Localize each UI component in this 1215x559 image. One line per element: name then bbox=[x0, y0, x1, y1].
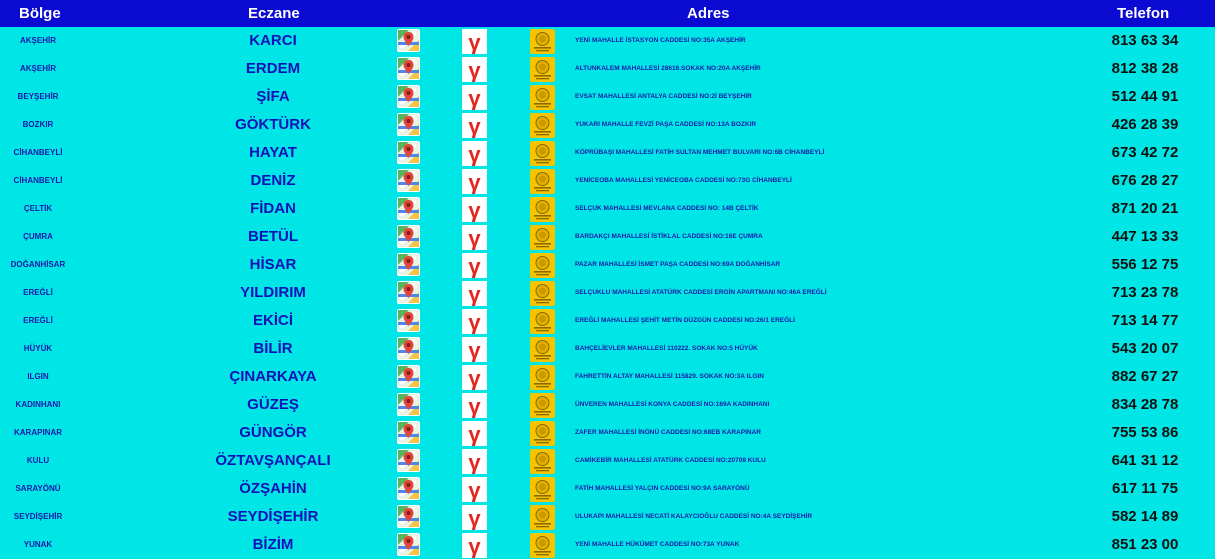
address-cell: SELÇUK MAHALLESİ MEVLANA CADDESİ NO: 14B ÇELTİK bbox=[575, 205, 759, 212]
region-cell: CİHANBEYLİ bbox=[13, 176, 63, 185]
table-row bbox=[0, 83, 1215, 111]
yandex-navigation-icon[interactable] bbox=[462, 309, 485, 332]
pharmacy-name: SEYDİŞEHİR bbox=[227, 508, 319, 525]
header-pharmacy: Eczane bbox=[248, 5, 300, 22]
address-cell: PAZAR MAHALLESİ İSMET PAŞA CADDESİ NO:69A DOĞANHİSAR bbox=[575, 261, 781, 268]
region-cell: KADINHANI bbox=[15, 400, 61, 409]
table-row bbox=[0, 419, 1215, 447]
phone-cell[interactable]: 512 44 91 bbox=[1111, 88, 1179, 105]
svg-text:γ: γ bbox=[468, 478, 481, 502]
pharmacy-name: GÖKTÜRK bbox=[235, 116, 311, 133]
phone-cell[interactable]: 641 31 12 bbox=[1111, 452, 1179, 469]
phone-cell[interactable]: 813 63 34 bbox=[1111, 32, 1179, 49]
google-maps-icon[interactable] bbox=[397, 29, 420, 52]
table-row bbox=[0, 531, 1215, 559]
phone-cell[interactable]: 676 28 27 bbox=[1111, 172, 1179, 189]
region-cell: ÇELTİK bbox=[23, 204, 53, 213]
yandex-navigation-icon[interactable] bbox=[462, 197, 485, 220]
yandex-navigation-icon[interactable] bbox=[462, 477, 485, 500]
pharmacy-name: ÖZTAVŞANÇALI bbox=[215, 452, 331, 469]
table-row bbox=[0, 111, 1215, 139]
table-row bbox=[0, 363, 1215, 391]
pharmacy-chamber-seal-icon[interactable] bbox=[530, 309, 553, 332]
header-phone: Telefon bbox=[1117, 5, 1170, 22]
address-cell: BARDAKÇI MAHALLESİ İSTİKLAL CADDESİ NO:16E ÇUMRA bbox=[575, 233, 763, 240]
region-cell: EREĞLİ bbox=[23, 316, 53, 325]
region-cell: AKŞEHİR bbox=[19, 64, 56, 73]
svg-text:γ: γ bbox=[468, 366, 481, 390]
yandex-navigation-icon[interactable] bbox=[462, 113, 485, 136]
svg-text:γ: γ bbox=[468, 198, 481, 222]
pharmacy-name: BİLİR bbox=[253, 340, 293, 357]
google-maps-icon[interactable] bbox=[397, 169, 420, 192]
pharmacy-name: FİDAN bbox=[250, 200, 296, 217]
table-row bbox=[0, 55, 1215, 83]
region-cell: BEYŞEHİR bbox=[17, 92, 59, 101]
pharmacy-chamber-seal-icon[interactable] bbox=[530, 113, 553, 136]
svg-text:γ: γ bbox=[468, 30, 481, 54]
pharmacy-name: EKİCİ bbox=[252, 312, 293, 329]
google-maps-icon[interactable] bbox=[397, 449, 420, 472]
table-row bbox=[0, 223, 1215, 251]
svg-text:γ: γ bbox=[468, 310, 481, 334]
svg-text:γ: γ bbox=[468, 86, 481, 110]
pharmacy-chamber-seal-icon[interactable] bbox=[530, 505, 553, 528]
pharmacy-chamber-seal-icon[interactable] bbox=[530, 29, 553, 52]
svg-text:γ: γ bbox=[468, 422, 481, 446]
address-cell: FAHRETTİN ALTAY MAHALLESİ 115829. SOKAK NO:3A ILGIN bbox=[575, 373, 764, 380]
pharmacy-chamber-seal-icon[interactable] bbox=[530, 281, 553, 304]
pharmacy-name: ÇINARKAYA bbox=[229, 368, 317, 385]
yandex-navigation-icon[interactable] bbox=[462, 337, 485, 360]
region-cell: CİHANBEYLİ bbox=[13, 148, 63, 157]
pharmacy-chamber-seal-icon[interactable] bbox=[530, 449, 553, 472]
phone-cell[interactable]: 582 14 89 bbox=[1111, 508, 1179, 525]
phone-cell[interactable]: 812 38 28 bbox=[1111, 60, 1179, 77]
pharmacy-name: YILDIRIM bbox=[240, 284, 306, 301]
pharmacy-name: ŞİFA bbox=[256, 88, 290, 105]
svg-text:γ: γ bbox=[468, 450, 481, 474]
pharmacy-chamber-seal-icon[interactable] bbox=[530, 253, 553, 276]
svg-text:γ: γ bbox=[468, 226, 481, 250]
google-maps-icon[interactable] bbox=[397, 253, 420, 276]
google-maps-icon[interactable] bbox=[397, 365, 420, 388]
region-cell: KULU bbox=[26, 456, 50, 465]
pharmacy-name: BETÜL bbox=[248, 228, 298, 245]
address-cell: YENİ MAHALLE HÜKÜMET CADDESİ NO:73A YUNAK bbox=[575, 541, 740, 548]
phone-cell[interactable]: 882 67 27 bbox=[1111, 368, 1179, 385]
address-cell: FATİH MAHALLESİ YALÇIN CADDESİ NO:9A SARAYÖNÜ bbox=[575, 485, 750, 492]
region-cell: YUNAK bbox=[23, 540, 53, 549]
table-row bbox=[0, 475, 1215, 503]
google-maps-icon[interactable] bbox=[397, 477, 420, 500]
phone-cell[interactable]: 755 53 86 bbox=[1111, 424, 1179, 441]
svg-text:γ: γ bbox=[468, 394, 481, 418]
phone-cell[interactable]: 871 20 21 bbox=[1111, 200, 1179, 217]
address-cell: BAHÇELİEVLER MAHALLESİ 110222. SOKAK NO:5 HÜYÜK bbox=[575, 345, 758, 352]
table-row bbox=[0, 503, 1215, 531]
table-row bbox=[0, 335, 1215, 363]
pharmacy-table bbox=[0, 27, 1215, 559]
svg-text:γ: γ bbox=[468, 338, 481, 362]
svg-text:γ: γ bbox=[468, 534, 481, 558]
phone-cell[interactable]: 851 23 00 bbox=[1111, 536, 1179, 553]
yandex-navigation-icon[interactable] bbox=[462, 85, 485, 108]
address-cell: YENİCEOBA MAHALLESİ YENİCEOBA CADDESİ NO:73G CİHANBEYLİ bbox=[575, 177, 792, 184]
region-cell: AKŞEHİR bbox=[19, 36, 56, 45]
google-maps-icon[interactable] bbox=[397, 225, 420, 248]
address-cell: KÖPRÜBAŞI MAHALLESİ FATİH SULTAN MEHMET BULVARI NO:6B CİHANBEYLİ bbox=[575, 149, 825, 156]
pharmacy-name: HİSAR bbox=[249, 256, 297, 273]
table-row bbox=[0, 167, 1215, 195]
table-row bbox=[0, 279, 1215, 307]
pharmacy-chamber-seal-icon[interactable] bbox=[530, 393, 553, 416]
table-row bbox=[0, 195, 1215, 223]
address-cell: YENİ MAHALLE İSTASYON CADDESİ NO:35A AKŞEHİR bbox=[575, 37, 746, 44]
region-cell: SARAYÖNÜ bbox=[15, 484, 61, 493]
table-row bbox=[0, 139, 1215, 167]
yandex-navigation-icon[interactable] bbox=[462, 57, 485, 80]
address-cell: ULUKAPI MAHALLESİ NECATİ KALAYCIOĞLU CADDESİ NO:4A SEYDİŞEHİR bbox=[575, 513, 813, 520]
google-maps-icon[interactable] bbox=[397, 393, 420, 416]
yandex-navigation-icon[interactable] bbox=[462, 225, 485, 248]
address-cell: ZAFER MAHALLESİ İNÖNÜ CADDESİ NO:68EB KARAPINAR bbox=[575, 429, 761, 436]
address-cell: ÜNVEREN MAHALLESİ KONYA CADDESİ NO:169A KADINHANI bbox=[575, 401, 770, 408]
pharmacy-chamber-seal-icon[interactable] bbox=[530, 169, 553, 192]
pharmacy-chamber-seal-icon[interactable] bbox=[530, 477, 553, 500]
pharmacy-chamber-seal-icon[interactable] bbox=[530, 533, 553, 556]
pharmacy-chamber-seal-icon[interactable] bbox=[530, 141, 553, 164]
phone-cell[interactable]: 543 20 07 bbox=[1111, 340, 1179, 357]
pharmacy-name: HAYAT bbox=[249, 144, 297, 161]
region-cell: BOZKIR bbox=[22, 120, 54, 129]
pharmacy-chamber-seal-icon[interactable] bbox=[530, 365, 553, 388]
pharmacy-name: GÜZEŞ bbox=[247, 396, 299, 413]
region-cell: HÜYÜK bbox=[23, 344, 53, 353]
google-maps-icon[interactable] bbox=[397, 85, 420, 108]
region-cell: SEYDİŞEHİR bbox=[13, 512, 63, 521]
pharmacy-chamber-seal-icon[interactable] bbox=[530, 197, 553, 220]
google-maps-icon[interactable] bbox=[397, 533, 420, 556]
google-maps-icon[interactable] bbox=[397, 57, 420, 80]
region-cell: DOĞANHİSAR bbox=[10, 260, 66, 269]
svg-text:γ: γ bbox=[468, 142, 481, 166]
yandex-navigation-icon[interactable] bbox=[462, 505, 485, 528]
pharmacy-chamber-seal-icon[interactable] bbox=[530, 225, 553, 248]
svg-text:γ: γ bbox=[468, 58, 481, 82]
phone-cell[interactable]: 834 28 78 bbox=[1111, 396, 1179, 413]
pharmacy-name: DENİZ bbox=[250, 172, 296, 189]
svg-text:γ: γ bbox=[468, 170, 481, 194]
address-cell: EVSAT MAHALLESİ ANTALYA CADDESİ NO:2İ BEYŞEHİR bbox=[575, 93, 752, 100]
yandex-navigation-icon[interactable] bbox=[462, 533, 485, 556]
header-address: Adres bbox=[687, 5, 730, 22]
google-maps-icon[interactable] bbox=[397, 309, 420, 332]
phone-cell[interactable]: 447 13 33 bbox=[1111, 228, 1179, 245]
google-maps-icon[interactable] bbox=[397, 141, 420, 164]
svg-text:γ: γ bbox=[468, 114, 481, 138]
pharmacy-name: KARCI bbox=[249, 32, 297, 49]
table-row bbox=[0, 251, 1215, 279]
pharmacy-chamber-seal-icon[interactable] bbox=[530, 421, 553, 444]
table-header bbox=[0, 0, 1215, 27]
table-row bbox=[0, 447, 1215, 475]
table-row bbox=[0, 391, 1215, 419]
yandex-navigation-icon[interactable] bbox=[462, 421, 485, 444]
address-cell: SELÇUKLU MAHALLESİ ATATÜRK CADDESİ ERGİN APARTMANI NO:46A EREĞLİ bbox=[575, 289, 827, 296]
pharmacy-chamber-seal-icon[interactable] bbox=[530, 337, 553, 360]
phone-cell[interactable]: 713 14 77 bbox=[1111, 312, 1179, 329]
google-maps-icon[interactable] bbox=[397, 421, 420, 444]
google-maps-icon[interactable] bbox=[397, 337, 420, 360]
yandex-navigation-icon[interactable] bbox=[462, 449, 485, 472]
yandex-navigation-icon[interactable] bbox=[462, 281, 485, 304]
pharmacy-chamber-seal-icon[interactable] bbox=[530, 57, 553, 80]
table-row bbox=[0, 307, 1215, 335]
address-cell: ALTUNKALEM MAHALLESİ 28616.SOKAK NO:20A AKŞEHİR bbox=[575, 65, 761, 72]
svg-text:γ: γ bbox=[468, 282, 481, 306]
region-cell: EREĞLİ bbox=[23, 288, 53, 297]
pharmacy-name: ÖZŞAHİN bbox=[239, 480, 307, 497]
phone-cell[interactable]: 673 42 72 bbox=[1111, 144, 1179, 161]
svg-text:γ: γ bbox=[468, 254, 481, 278]
yandex-navigation-icon[interactable] bbox=[462, 29, 485, 52]
google-maps-icon[interactable] bbox=[397, 197, 420, 220]
region-cell: KARAPINAR bbox=[14, 428, 62, 437]
pharmacy-chamber-seal-icon[interactable] bbox=[530, 85, 553, 108]
phone-cell[interactable]: 617 11 75 bbox=[1112, 480, 1178, 497]
address-cell: YUKARI MAHALLE FEVZİ PAŞA CADDESİ NO:13A BOZKIR bbox=[575, 121, 757, 128]
yandex-navigation-icon[interactable] bbox=[462, 141, 485, 164]
region-cell: ILGIN bbox=[27, 372, 49, 381]
yandex-navigation-icon[interactable] bbox=[462, 253, 485, 276]
svg-text:γ: γ bbox=[468, 506, 481, 530]
phone-cell[interactable]: 426 28 39 bbox=[1111, 116, 1179, 133]
google-maps-icon[interactable] bbox=[397, 281, 420, 304]
yandex-navigation-icon[interactable] bbox=[462, 169, 485, 192]
table-row bbox=[0, 27, 1215, 55]
header-region: Bölge bbox=[19, 5, 61, 22]
pharmacy-name: GÜNGÖR bbox=[239, 424, 307, 441]
phone-cell[interactable]: 556 12 75 bbox=[1111, 256, 1179, 273]
region-cell: ÇUMRA bbox=[23, 232, 53, 241]
address-cell: EREĞLİ MAHALLESİ ŞEHİT METİN DÜZGÜN CADDESİ NO:26/1 EREĞLİ bbox=[575, 317, 795, 324]
yandex-navigation-icon[interactable] bbox=[462, 365, 485, 388]
pharmacy-name: ERDEM bbox=[245, 60, 301, 77]
google-maps-icon[interactable] bbox=[397, 505, 420, 528]
phone-cell[interactable]: 713 23 78 bbox=[1111, 284, 1179, 301]
yandex-navigation-icon[interactable] bbox=[462, 393, 485, 416]
pharmacy-name: BİZİM bbox=[252, 536, 294, 553]
google-maps-icon[interactable] bbox=[397, 113, 420, 136]
address-cell: CAMİKEBİR MAHALLESİ ATATÜRK CADDESİ NO:20708 KULU bbox=[575, 457, 766, 464]
